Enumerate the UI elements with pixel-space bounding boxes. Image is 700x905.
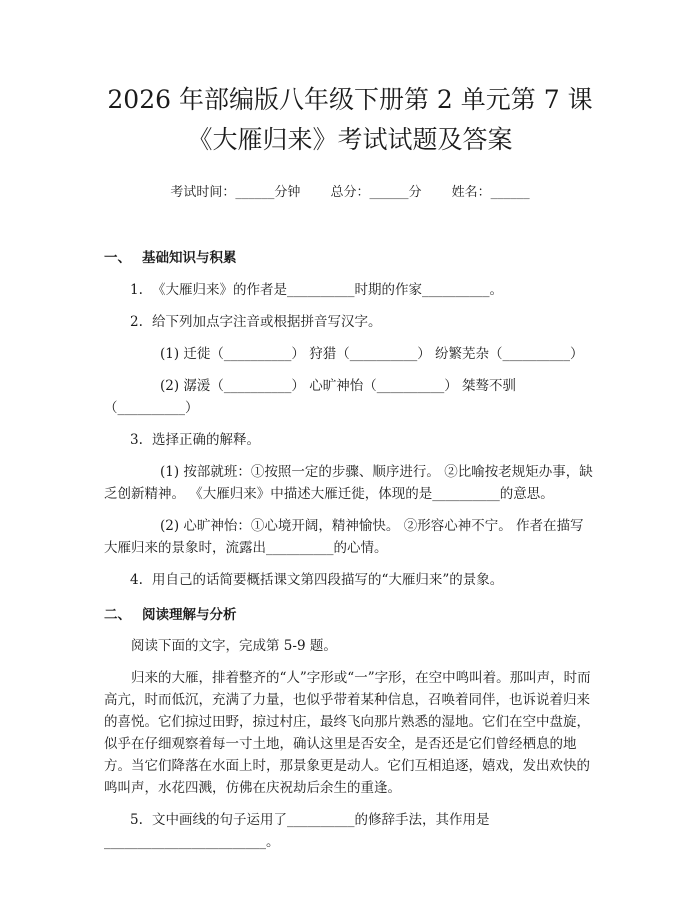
question-2-text: 给下列加点字注音或根据拼音写汉字。 [152, 314, 382, 330]
title-line-1: 2026 年部编版八年级下册第 2 单元第 7 课 [107, 85, 593, 114]
total-score: 总分：______分 [330, 185, 422, 200]
question-1-text: 《大雁归来》的作者是__________时期的作家__________。 [152, 282, 503, 298]
reading-instructions: 阅读下面的文字，完成第 5-9 题。 [131, 638, 337, 654]
question-2-row-1: (1) 迁徙（__________） 狩猎（__________） 纷繁芜杂（__________） [160, 346, 584, 362]
question-2-number: 2. [130, 314, 143, 330]
question-4-number: 4. [130, 572, 143, 588]
question-4-text: 用自己的话简要概括课文第四段描写的“大雁归来”的景象。 [152, 572, 504, 588]
question-3-number: 3. [130, 432, 143, 448]
section-2-heading [104, 603, 596, 623]
question-2-row-2: (2) 潺湲（__________） 心旷神怡（__________） 桀骜不驯（__________） [104, 378, 516, 416]
question-3-text: 选择正确的解释。 [152, 432, 260, 448]
question-3-part-2: (2) 心旷神怡：①心境开阔，精神愉快。 ②形容心神不宁。 作者在描写大雁归来的景象时，流露出__________的心情。 [104, 518, 584, 556]
question-5-number: 5. [130, 812, 143, 828]
question-1 [104, 279, 596, 301]
section-2-title: 阅读理解与分析 [142, 607, 237, 623]
question-3 [104, 429, 596, 451]
section-1-number: 一、 [104, 250, 131, 266]
student-name: 姓名：______ [451, 185, 530, 200]
exam-meta [104, 181, 596, 200]
question-5-text: 文中画线的句子运用了__________的修辞手法，其作用是________________________。 [104, 812, 490, 850]
question-3-part-1: (1) 按部就班：①按照一定的步骤、顺序进行。 ②比喻按老规矩办事，缺乏创新精神。 《大雁归来》中描述大雁迁徙，体现的是__________的意思。 [104, 464, 593, 502]
question-5 [104, 809, 596, 853]
title-line-2: 《大雁归来》考试试题及答案 [187, 125, 513, 154]
question-4 [104, 569, 596, 591]
section-1-title: 基础知识与积累 [142, 250, 237, 266]
question-1-number: 1. [130, 282, 143, 298]
section-1-heading [104, 246, 596, 266]
exam-time: 考试时间：______分钟 [170, 185, 301, 200]
question-2 [104, 311, 596, 333]
reading-passage: 归来的大雁，排着整齐的“人”字形或“一”字形，在空中鸣叫着。那叫声，时而高亢，时而低沉，充满了力量，也似乎带着某种信息，召唤着同伴，也诉说着归来的喜悦。它们掠过田野，掠过村庄，最终飞向那片熟悉的湿地。它们在空中盘旋，似乎在仔细观察着每一寸土地，确认这里是否安全，是否还是它们曾经栖息的地方。当它们降落在水面上时，那景象更是动人。它们互相追逐，嬉戏，发出欢快的鸣叫声，水花四溅，仿佛在庆祝劫后余生的重逢。 [104, 670, 591, 796]
section-2-number: 二、 [104, 607, 131, 623]
